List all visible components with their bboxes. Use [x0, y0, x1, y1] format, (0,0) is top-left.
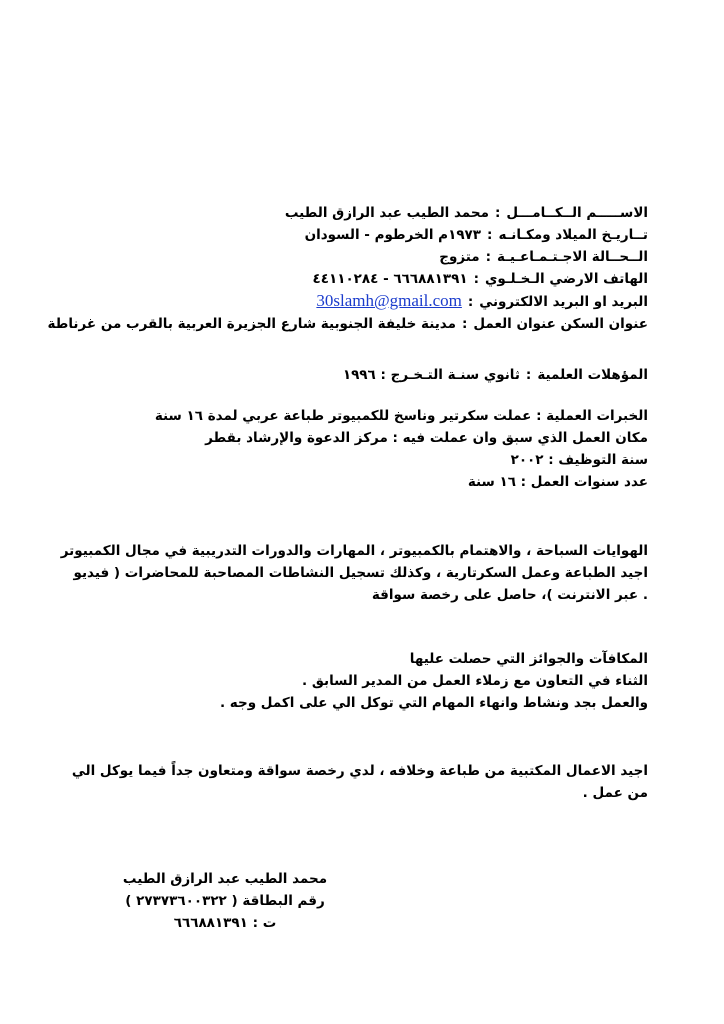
education-label: المؤهلات العلمية [537, 367, 648, 383]
name-label: الاســـــم الــكــامـــل [506, 205, 648, 221]
award-item: والعمل بجد ونشاط وانهاء المهام التي توكل الي على اكمل وجه . [219, 695, 648, 711]
separator: : [487, 227, 493, 243]
experience-section [48, 405, 648, 493]
signature-block [120, 868, 330, 934]
birth-value: ١٩٧٣م الخرطوم - السودان [304, 227, 482, 243]
education-section [48, 364, 648, 386]
experience-line: الخبرات العملية : عملت سكرتير وناسخ للكمبيوتر طباعة عربي لمدة ١٦ سنة [154, 408, 648, 424]
separator: : [485, 249, 492, 265]
personal-info [48, 202, 648, 335]
email-link[interactable]: 30slamh@gmail.com [316, 291, 462, 310]
birth-label: تــاريـخ الميلاد ومكـانـه [498, 227, 648, 243]
phone-value: ٦٦٦٨٨١٣٩١ - ٤٤١١٠٢٨٤ [312, 271, 468, 287]
birth-line [48, 224, 648, 246]
separator: : [494, 205, 501, 221]
marital-label: الــحــالة الاجـتـمـاعـيـة [497, 249, 648, 265]
signature-name: محمد الطيب عبد الرازق الطيب [122, 871, 328, 887]
closing-line: من عمل . [582, 785, 648, 801]
hobbies-section [48, 540, 648, 606]
separator: : [461, 316, 468, 332]
years-worked-line: عدد سنوات العمل : ١٦ سنة [467, 474, 648, 490]
closing-section [48, 760, 648, 804]
education-value: ثانوي سنـة التـخـرج : ١٩٩٦ [342, 367, 520, 383]
awards-section [48, 648, 648, 714]
hire-year-line: سنة التوظيف : ٢٠٠٢ [510, 452, 648, 468]
closing-line: اجيد الاعمال المكتبية من طباعة وخلافه ، لدي رخصة سواقة ومتعاون جداً فيما يوكل الي [71, 763, 648, 779]
email-label: البريد او البريد الالكتروني [479, 294, 648, 310]
education-line [48, 364, 648, 386]
address-value: مدينة خليفة الجنوبية شارع الجزيرة العربية بالقرب من غرناطة [47, 316, 456, 332]
signature-phone: ت : ٦٦٦٨٨١٣٩١ [173, 915, 277, 931]
phone-label: الهاتف الارضي الـخـلـوي [485, 271, 648, 287]
separator: : [467, 294, 474, 310]
hobbies-line: الهوايات السباحة ، والاهتمام بالكمبيوتر ، المهارات والدورات التدريبية في مجال الكمبيوتر [60, 543, 648, 559]
license-line: . عبر الانترنت )، حاصل على رخصة سواقة [371, 587, 648, 603]
award-item: الثناء في التعاون مع زملاء العمل من المدير السابق . [302, 673, 648, 689]
awards-heading: المكافآت والجوائز التي حصلت عليها [409, 651, 648, 667]
name-value: محمد الطيب عبد الرازق الطيب [284, 205, 489, 221]
email-line [48, 290, 648, 313]
workplace-line: مكان العمل الذي سبق وان عملت فيه : مركز الدعوة والإرشاد بقطر [205, 430, 648, 446]
separator: : [525, 367, 532, 383]
address-label: عنوان السكن عنوان العمل [473, 316, 648, 332]
marital-value: متزوج [439, 249, 480, 265]
name-line [48, 202, 648, 224]
phone-line [48, 268, 648, 290]
skills-line: اجيد الطباعة وعمل السكرتارية ، وكذلك تسجيل النشاطات المصاحبة للمحاضرات ( فيديو [73, 565, 648, 581]
separator: : [473, 271, 479, 287]
marital-line [48, 246, 648, 268]
signature-id: رقم البطاقة ( ٢٧٣٧٣٦٠٠٣٢٢ ) [125, 893, 325, 909]
address-line [48, 313, 648, 335]
